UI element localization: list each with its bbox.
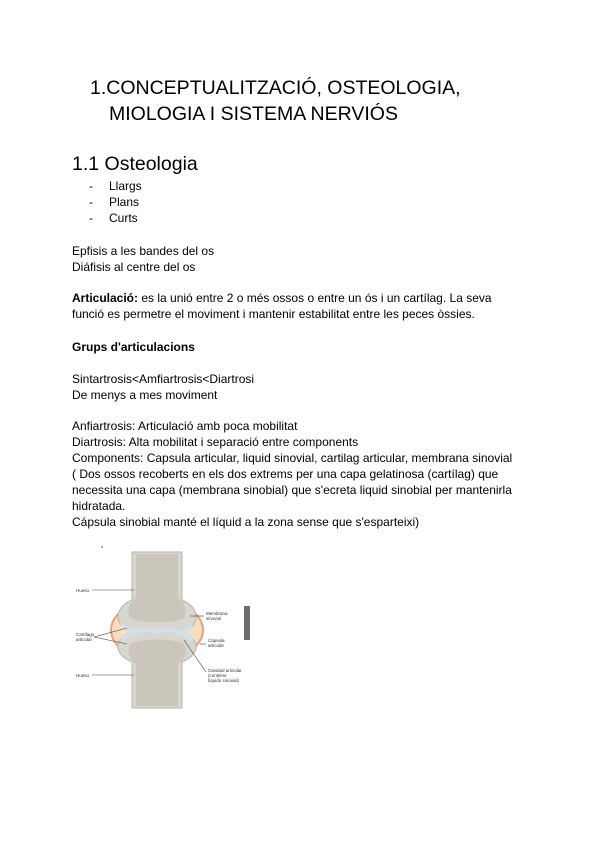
components-line4: hidratada.	[72, 499, 126, 513]
list-item-label: Plans	[109, 195, 140, 209]
articulacio-term: Articulació:	[72, 291, 139, 305]
label-capsula-2: articular	[208, 643, 225, 648]
label-cartilago-2: articular	[76, 637, 93, 642]
list-item-label: Curts	[109, 211, 138, 225]
diafisis-text: Diáfisis al centre del os	[72, 260, 196, 274]
components-line1: Components: Capsula articular, liquid sinovial, cartilag articular, membrana sinovial	[72, 451, 513, 465]
upper-bone-spongy	[128, 554, 185, 623]
epifisis-text: Epfisis a les bandes del os	[72, 244, 215, 258]
list-item-label: Llargs	[109, 179, 142, 193]
bullet-dash: -	[89, 195, 93, 209]
components-line2: ( Dos ossos recoberts en els dos extrems per una capa gelatinosa (cartílag) que	[72, 467, 499, 481]
list-item	[89, 178, 142, 194]
grups-heading: Grups d'articulacions	[72, 340, 195, 354]
capsula-text: Cápsula sinobial manté el líquid a la zona sense que s'esparteixi)	[72, 515, 420, 529]
bullet-dash: -	[89, 211, 93, 225]
label-hueso-top: Hueso	[76, 588, 90, 593]
label-cavidad-3: líquido sinovial)	[208, 678, 240, 683]
label-capsula: Cápsula	[208, 638, 225, 643]
bullet-dash: -	[89, 179, 93, 193]
label-cavidad-2: (contiene	[208, 673, 227, 678]
main-heading-line1: 1.CONCEPTUALITZACIÓ, OSTEOLOGIA,	[90, 77, 461, 99]
components-line3: necessita una capa (membrana sinobial) que s'ecreta liquid sinobial per mantenirla	[72, 483, 512, 497]
lower-bone-spongy	[128, 640, 185, 707]
section-heading: 1.1 Osteologia	[72, 153, 198, 175]
label-membrana: Membrana	[206, 611, 228, 616]
diagram-dot	[101, 546, 103, 548]
sequence-note: De menys a mes moviment	[72, 388, 218, 402]
joint-diagram	[72, 540, 252, 712]
articulacio-line1	[72, 290, 492, 306]
list-item	[89, 210, 138, 226]
label-cartilago: Cartílago	[76, 632, 95, 637]
articulacio-text: es la unió entre 2 o més ossos o entre un ós i un cartílag. La seva	[138, 291, 492, 305]
main-heading-line2: MIOLOGIA I SISTEMA NERVIÓS	[109, 103, 398, 125]
label-membrana-2: sinovial	[206, 616, 222, 621]
sequence-text: Sintartrosis<Amfiartrosis<Diartrosi	[72, 372, 255, 386]
diartrosis-text: Diartrosis: Alta mobilitat i separació entre components	[72, 435, 359, 449]
label-hueso-bottom: Hueso	[76, 673, 90, 678]
diagram-tab	[244, 606, 250, 640]
label-cavidad: Cavidad articular	[208, 668, 242, 673]
anfiartrosis-text: Anfiartrosis: Articulació amb poca mobilitat	[72, 419, 298, 433]
list-item	[89, 194, 139, 210]
articulacio-line2: funció es permetre el moviment i mantenir estabilitat entre les peces òssies.	[72, 307, 475, 321]
